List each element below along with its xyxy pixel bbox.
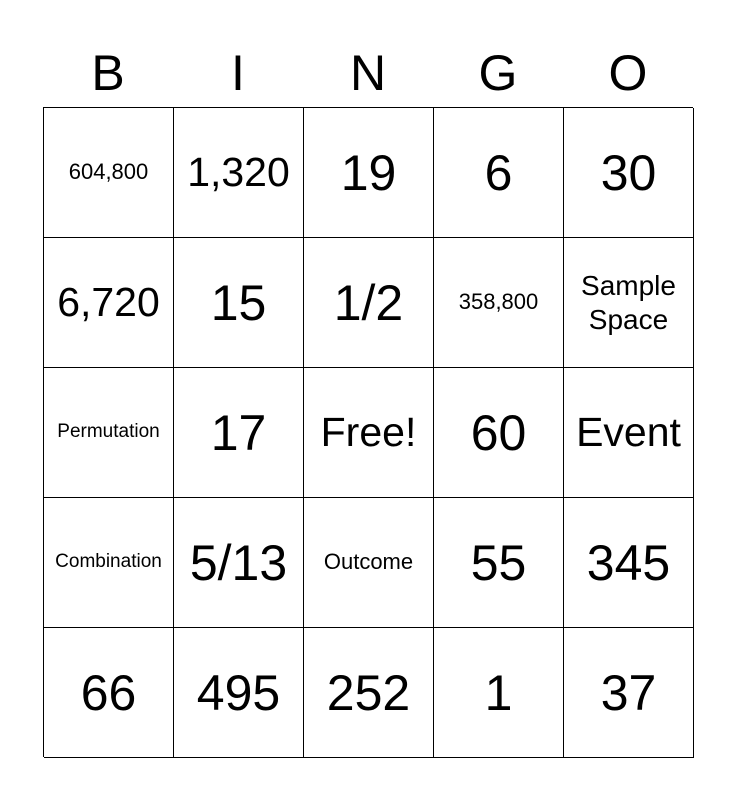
bingo-cell-n2[interactable]: 1/2 bbox=[304, 238, 434, 368]
bingo-cell-b3[interactable]: Permutation bbox=[44, 368, 174, 498]
bingo-cell-n4[interactable]: Outcome bbox=[304, 498, 434, 628]
bingo-cell-i4[interactable]: 5/13 bbox=[174, 498, 304, 628]
bingo-cell-g2[interactable]: 358,800 bbox=[434, 238, 564, 368]
bingo-cell-o2[interactable]: Sample Space bbox=[564, 238, 694, 368]
bingo-cell-i3[interactable]: 17 bbox=[174, 368, 304, 498]
bingo-cell-o5[interactable]: 37 bbox=[564, 628, 694, 758]
header-letter-n: N bbox=[349, 45, 387, 101]
bingo-cell-n5[interactable]: 252 bbox=[304, 628, 434, 758]
bingo-cell-n3[interactable]: Free! bbox=[304, 368, 434, 498]
bingo-cell-i2[interactable]: 15 bbox=[174, 238, 304, 368]
bingo-cell-o1[interactable]: 30 bbox=[564, 108, 694, 238]
bingo-cell-b1[interactable]: 604,800 bbox=[44, 108, 174, 238]
bingo-cell-i5[interactable]: 495 bbox=[174, 628, 304, 758]
bingo-cell-g1[interactable]: 6 bbox=[434, 108, 564, 238]
bingo-cell-g3[interactable]: 60 bbox=[434, 368, 564, 498]
header-letter-g: G bbox=[478, 45, 518, 101]
bingo-cell-i1[interactable]: 1,320 bbox=[174, 108, 304, 238]
bingo-board bbox=[43, 107, 693, 757]
bingo-cell-n1[interactable]: 19 bbox=[304, 108, 434, 238]
header-letter-o: O bbox=[608, 45, 648, 101]
bingo-cell-b5[interactable]: 66 bbox=[44, 628, 174, 758]
header-letter-i: I bbox=[231, 45, 245, 101]
bingo-cell-b4[interactable]: Combination bbox=[44, 498, 174, 628]
bingo-cell-o4[interactable]: 345 bbox=[564, 498, 694, 628]
bingo-cell-g5[interactable]: 1 bbox=[434, 628, 564, 758]
bingo-cell-g4[interactable]: 55 bbox=[434, 498, 564, 628]
bingo-cell-b2[interactable]: 6,720 bbox=[44, 238, 174, 368]
bingo-header bbox=[43, 40, 693, 106]
header-letter-b: B bbox=[91, 45, 125, 101]
bingo-cell-o3[interactable]: Event bbox=[564, 368, 694, 498]
